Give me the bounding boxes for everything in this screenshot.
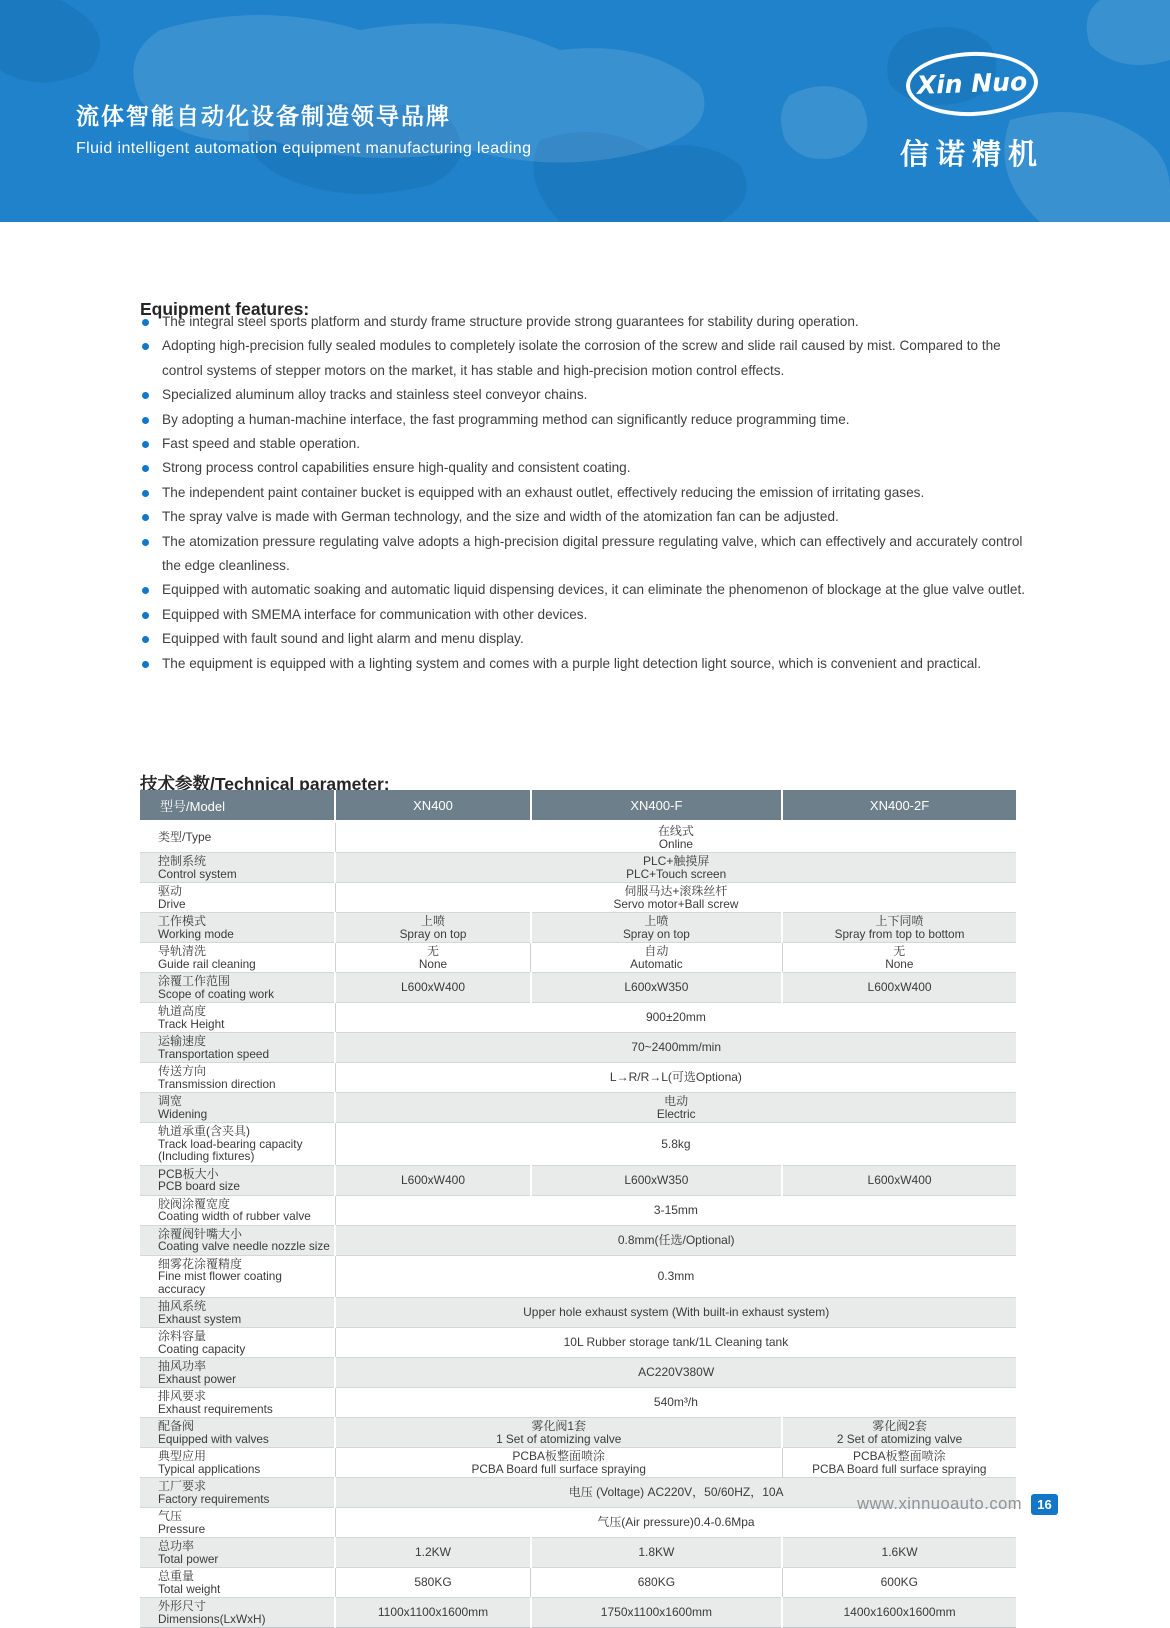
feature-item (140, 481, 1032, 505)
row-value: AC220V380W (335, 1358, 1016, 1388)
row-label: 导轨清洗 Guide rail cleaning (158, 944, 256, 971)
bullet-icon (142, 587, 149, 594)
header-banner (0, 0, 1170, 222)
table-row (140, 1123, 1016, 1166)
logo-chinese-name: 信诺精机 (899, 139, 1044, 171)
table-row (140, 1388, 1016, 1418)
table-row (140, 883, 1016, 913)
row-label: PCB板大小 PCB board size (158, 1166, 240, 1193)
logo-ellipse-icon (905, 50, 1039, 119)
feature-text: The integral steel sports platform and sturdy frame structure provide strong guarantees for stability during operation. (162, 314, 859, 329)
row-value: 10L Rubber storage tank/1L Cleaning tank (335, 1328, 1016, 1358)
row-value: 气压(Air pressure)0.4-0.6Mpa (335, 1508, 1016, 1538)
row-value: 580KG (335, 1568, 530, 1598)
table-row (140, 1063, 1016, 1093)
row-value: 680KG (531, 1568, 782, 1598)
table-row (140, 1358, 1016, 1388)
row-value: L600xW400 (335, 1165, 530, 1195)
row-value: PCBA板整面喷涂 PCBA Board full surface spraying (335, 1448, 782, 1478)
table-row (140, 943, 1016, 973)
row-label: 典型应用 Typical applications (158, 1449, 261, 1476)
row-value: L600xW400 (782, 973, 1016, 1003)
table-row (140, 1418, 1016, 1448)
row-value: L600xW350 (531, 1165, 782, 1195)
feature-text: Equipped with fault sound and light alarm and menu display. (162, 631, 524, 647)
row-value: 70~2400mm/min (335, 1033, 1016, 1063)
feature-item (140, 432, 1032, 456)
row-value: 在线式 Online (335, 822, 1016, 853)
table-row (140, 1195, 1016, 1225)
feature-item (140, 652, 1032, 676)
parameters-section-title: 技术参数/Technical parameter: (140, 773, 390, 794)
feature-item (140, 627, 1032, 651)
column-header: XN400-2F (782, 790, 1016, 822)
table-row (140, 1225, 1016, 1255)
row-value: 电压 (Voltage) AC220V，50/60HZ，10A (335, 1478, 1016, 1508)
table-row (140, 822, 1016, 853)
row-value: 540m³/h (335, 1388, 1016, 1418)
table-row (140, 1538, 1016, 1568)
row-value: 3-15mm (335, 1195, 1016, 1225)
feature-text: Equipped with automatic soaking and automatic liquid dispensing devices, it can eliminate the phenomenon of blockage at the glue valve outlet. (162, 582, 1025, 598)
row-value: 电动 Electric (335, 1093, 1016, 1123)
logo-wordmark: Xin Nuo (916, 67, 1028, 100)
column-header: XN400-F (531, 790, 782, 822)
table-row (140, 1033, 1016, 1063)
bullet-icon (142, 612, 149, 619)
row-value: 1400x1600x1600mm (782, 1598, 1016, 1628)
features-section-title: Equipment features: (140, 298, 310, 319)
row-label: 工作模式 Working mode (158, 914, 234, 941)
row-value: 600KG (782, 1568, 1016, 1598)
row-value: 雾化阀1套 1 Set of atomizing valve (335, 1418, 782, 1448)
row-label: 胶阀涂覆宽度 Coating width of rubber valve (158, 1196, 311, 1223)
table-row (140, 853, 1016, 883)
row-label: 轨道高度 Track Height (158, 1004, 225, 1031)
feature-text: By adopting a human-machine interface, the fast programming method can significantly reduce programming time. (162, 411, 850, 427)
page-footer (857, 1494, 1058, 1515)
feature-item (140, 578, 1032, 602)
bullet-icon (142, 539, 149, 546)
bullet-icon (142, 343, 149, 350)
slogan-chinese: 流体智能自动化设备制造领导品牌 (76, 103, 451, 129)
table-row (140, 1568, 1016, 1598)
row-value: 1.6KW (782, 1538, 1016, 1568)
table-row (140, 1328, 1016, 1358)
features-list (140, 310, 1032, 676)
row-value: L600xW400 (782, 1165, 1016, 1195)
feature-text: Fast speed and stable operation. (162, 436, 360, 452)
table-row (140, 1298, 1016, 1328)
row-label: 外形尺寸 Dimensions(LxWxH) (158, 1599, 266, 1626)
row-value: 自动 Automatic (531, 943, 782, 973)
row-value: 1750x1100x1600mm (531, 1598, 782, 1628)
row-value: 0.3mm (335, 1255, 1016, 1298)
feature-item (140, 334, 1032, 383)
row-value: PCBA板整面喷涂 PCBA Board full surface spraying (782, 1448, 1016, 1478)
feature-text: Equipped with SMEMA interface for communication with other devices. (162, 606, 588, 622)
bullet-icon (142, 465, 149, 472)
row-label: 涂覆工作范围 Scope of coating work (158, 974, 275, 1001)
feature-text: Strong process control capabilities ensure high-quality and consistent coating. (162, 460, 631, 476)
table-row (140, 1093, 1016, 1123)
row-label: 抽风系统 Exhaust system (158, 1299, 242, 1326)
row-value: 1.8KW (531, 1538, 782, 1568)
feature-item (140, 310, 1032, 334)
row-label: 轨道承重(含夹具) Track load-bearing capacity (Including fixtures) (158, 1124, 303, 1163)
row-label: 涂料容量 Coating capacity (158, 1329, 246, 1356)
feature-text: The atomization pressure regulating valve adopts a high-precision digital pressure regulating valve, which can effectively and accurately control the edge cleanliness. (162, 533, 1023, 574)
bullet-icon (142, 417, 149, 424)
bullet-icon (142, 661, 149, 668)
feature-item (140, 505, 1032, 529)
bullet-icon (142, 514, 149, 521)
bullet-icon (142, 319, 149, 326)
table-row (140, 1448, 1016, 1478)
row-label: 类型/Type (158, 830, 212, 845)
row-value: 900±20mm (335, 1003, 1016, 1033)
row-value: L600xW350 (531, 973, 782, 1003)
row-value: 雾化阀2套 2 Set of atomizing valve (782, 1418, 1016, 1448)
table-row (140, 973, 1016, 1003)
table-row (140, 1165, 1016, 1195)
row-value: 伺服马达+滚珠丝杆 Servo motor+Ball screw (335, 883, 1016, 913)
row-value: Upper hole exhaust system (With built-in exhaust system) (335, 1298, 1016, 1328)
row-label: 涂覆阀针嘴大小 Coating valve needle nozzle size (158, 1226, 330, 1253)
row-value: 上喷 Spray on top (335, 913, 530, 943)
row-label: 总重量 Total weight (158, 1569, 221, 1596)
row-label: 工厂要求 Factory requirements (158, 1479, 270, 1506)
feature-item (140, 408, 1032, 432)
row-label: 调宽 Widening (158, 1094, 208, 1121)
row-label: 控制系统 Control system (158, 854, 237, 881)
feature-text: The independent paint container bucket is equipped with an exhaust outlet, effectively reducing the emission of irritating gases. (162, 484, 925, 500)
brand-logo (892, 52, 1052, 173)
row-label: 运输速度 Transportation speed (158, 1034, 270, 1061)
row-value: 1100x1100x1600mm (335, 1598, 530, 1628)
feature-item (140, 530, 1032, 579)
row-value: L→R/R→L(可选Optiona) (335, 1063, 1016, 1093)
row-label: 气压 Pressure (158, 1509, 206, 1536)
row-value: L600xW400 (335, 973, 530, 1003)
row-label: 总功率 Total power (158, 1539, 219, 1566)
bullet-icon (142, 441, 149, 448)
table-row (140, 913, 1016, 943)
row-value: 0.8mm(任选/Optional) (335, 1225, 1016, 1255)
row-label: 驱动 Drive (158, 884, 186, 911)
header-slogans (76, 98, 531, 158)
feature-item (140, 383, 1032, 407)
row-label: 细雾花涂覆精度 Fine mist flower coating accuracy (158, 1256, 282, 1296)
column-header: XN400 (335, 790, 530, 822)
bullet-icon (142, 636, 149, 643)
feature-item (140, 603, 1032, 627)
row-value: 上下同喷 Spray from top to bottom (782, 913, 1016, 943)
bullet-icon (142, 490, 149, 497)
feature-item (140, 456, 1032, 480)
row-value: 1.2KW (335, 1538, 530, 1568)
row-value: 无 None (782, 943, 1016, 973)
website-url: www.xinnuoauto.com (857, 1495, 1022, 1513)
feature-text: The equipment is equipped with a lighting system and comes with a purple light detection light source, which is convenient and practical. (162, 655, 982, 671)
row-label: 排风要求 Exhaust requirements (158, 1389, 273, 1416)
row-value: 无 None (335, 943, 530, 973)
column-header-model: 型号/Model (140, 790, 335, 822)
row-value: PLC+触摸屏 PLC+Touch screen (335, 853, 1016, 883)
table-row (140, 1598, 1016, 1628)
bullet-icon (142, 392, 149, 399)
feature-text: Adopting high-precision fully sealed modules to completely isolate the corrosion of the screw and slide rail caused by mist. Compared to the control systems of stepper motors on the market, it has stable and high-precision motion control effects. (162, 338, 1001, 378)
row-label: 配备阀 Equipped with valves (158, 1419, 269, 1446)
table-header-row (140, 790, 1016, 822)
row-value: 上喷 Spray on top (531, 913, 782, 943)
row-label: 传送方向 Transmission direction (158, 1064, 276, 1091)
feature-text: Specialized aluminum alloy tracks and stainless steel conveyor chains. (162, 387, 588, 403)
table-row (140, 1255, 1016, 1298)
feature-text: The spray valve is made with German technology, and the size and width of the atomization fan can be adjusted. (162, 509, 839, 525)
row-value: 5.8kg (335, 1123, 1016, 1166)
table-row (140, 1003, 1016, 1033)
slogan-english: Fluid intelligent automation equipment manufacturing leading (76, 140, 532, 157)
page-number-badge: 16 (1031, 1494, 1058, 1515)
row-label: 抽风功率 Exhaust power (158, 1359, 237, 1386)
